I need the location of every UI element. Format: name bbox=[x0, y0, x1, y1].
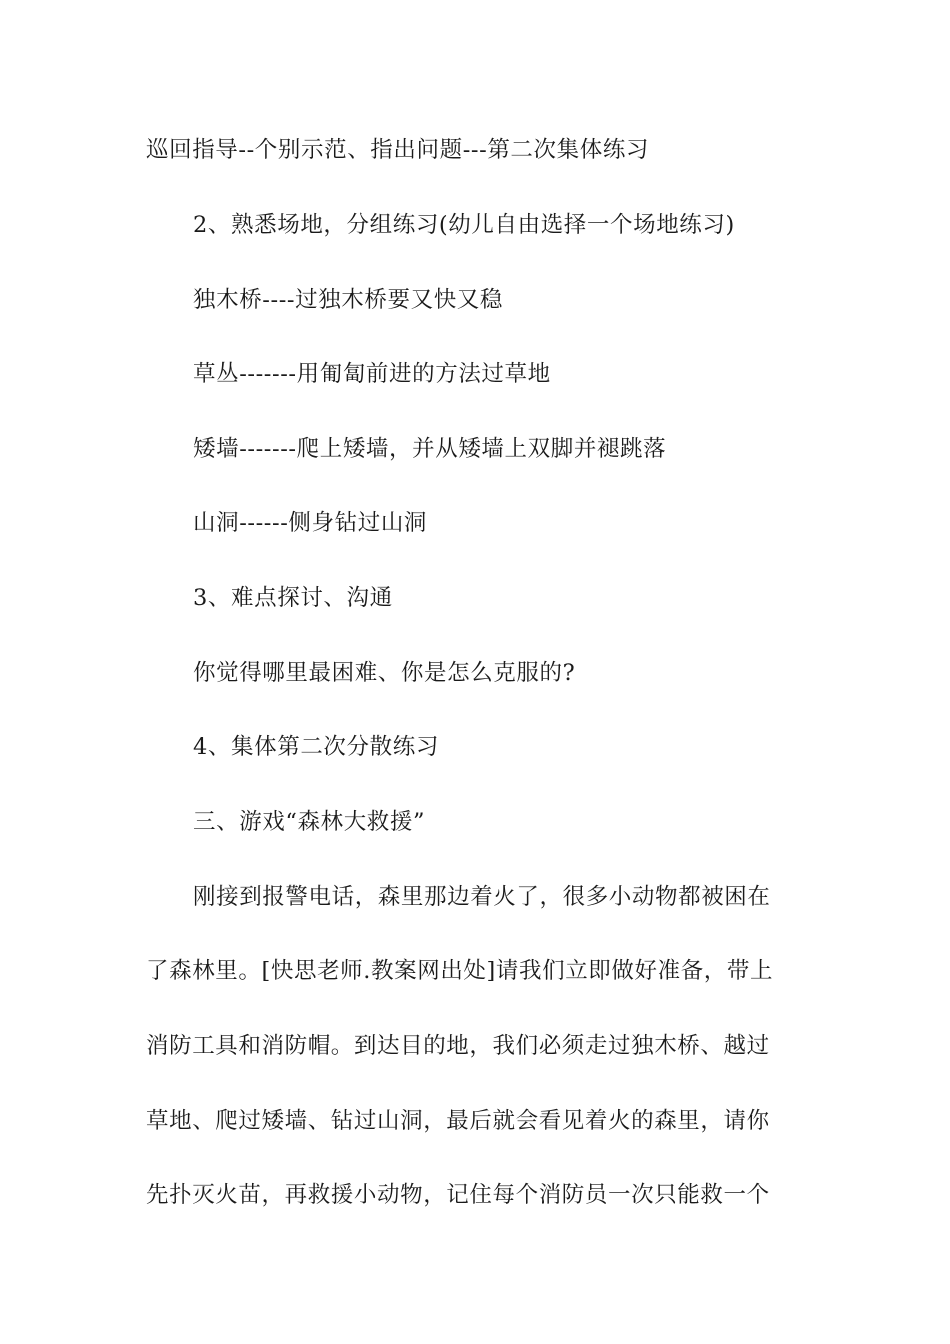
text-line: 山洞------侧身钻过山洞 bbox=[193, 510, 428, 536]
section-heading: 4、集体第二次分散练习 bbox=[193, 734, 439, 760]
section-heading: 2、熟悉场地，分组练习(幼儿自由选择一个场地练习) bbox=[193, 212, 735, 238]
section-heading: 3、难点探讨、沟通 bbox=[193, 585, 393, 611]
paragraph-line: 刚接到报警电话，森里那边着火了，很多小动物都被困在 bbox=[193, 884, 771, 910]
paragraph-line: 了森林里。[快思老师.教案网出处]请我们立即做好准备，带上 bbox=[146, 958, 774, 984]
text-line: 巡回指导--个别示范、指出问题---第二次集体练习 bbox=[146, 137, 650, 163]
paragraph-line: 草地、爬过矮墙、钻过山洞，最后就会看见着火的森里，请你 bbox=[146, 1108, 770, 1134]
paragraph-line: 消防工具和消防帽。到达目的地，我们必须走过独木桥、越过 bbox=[146, 1033, 770, 1059]
text-line: 独木桥----过独木桥要又快又稳 bbox=[193, 287, 504, 313]
section-heading: 三、游戏“森林大救援” bbox=[193, 809, 426, 835]
text-line: 你觉得哪里最困难、你是怎么克服的? bbox=[193, 660, 576, 686]
paragraph-line: 先扑灭火苗，再救援小动物，记住每个消防员一次只能救一个 bbox=[146, 1182, 770, 1208]
text-line: 矮墙-------爬上矮墙，并从矮墙上双脚并褪跳落 bbox=[193, 436, 667, 462]
text-line: 草丛-------用匍匐前进的方法过草地 bbox=[193, 361, 551, 387]
